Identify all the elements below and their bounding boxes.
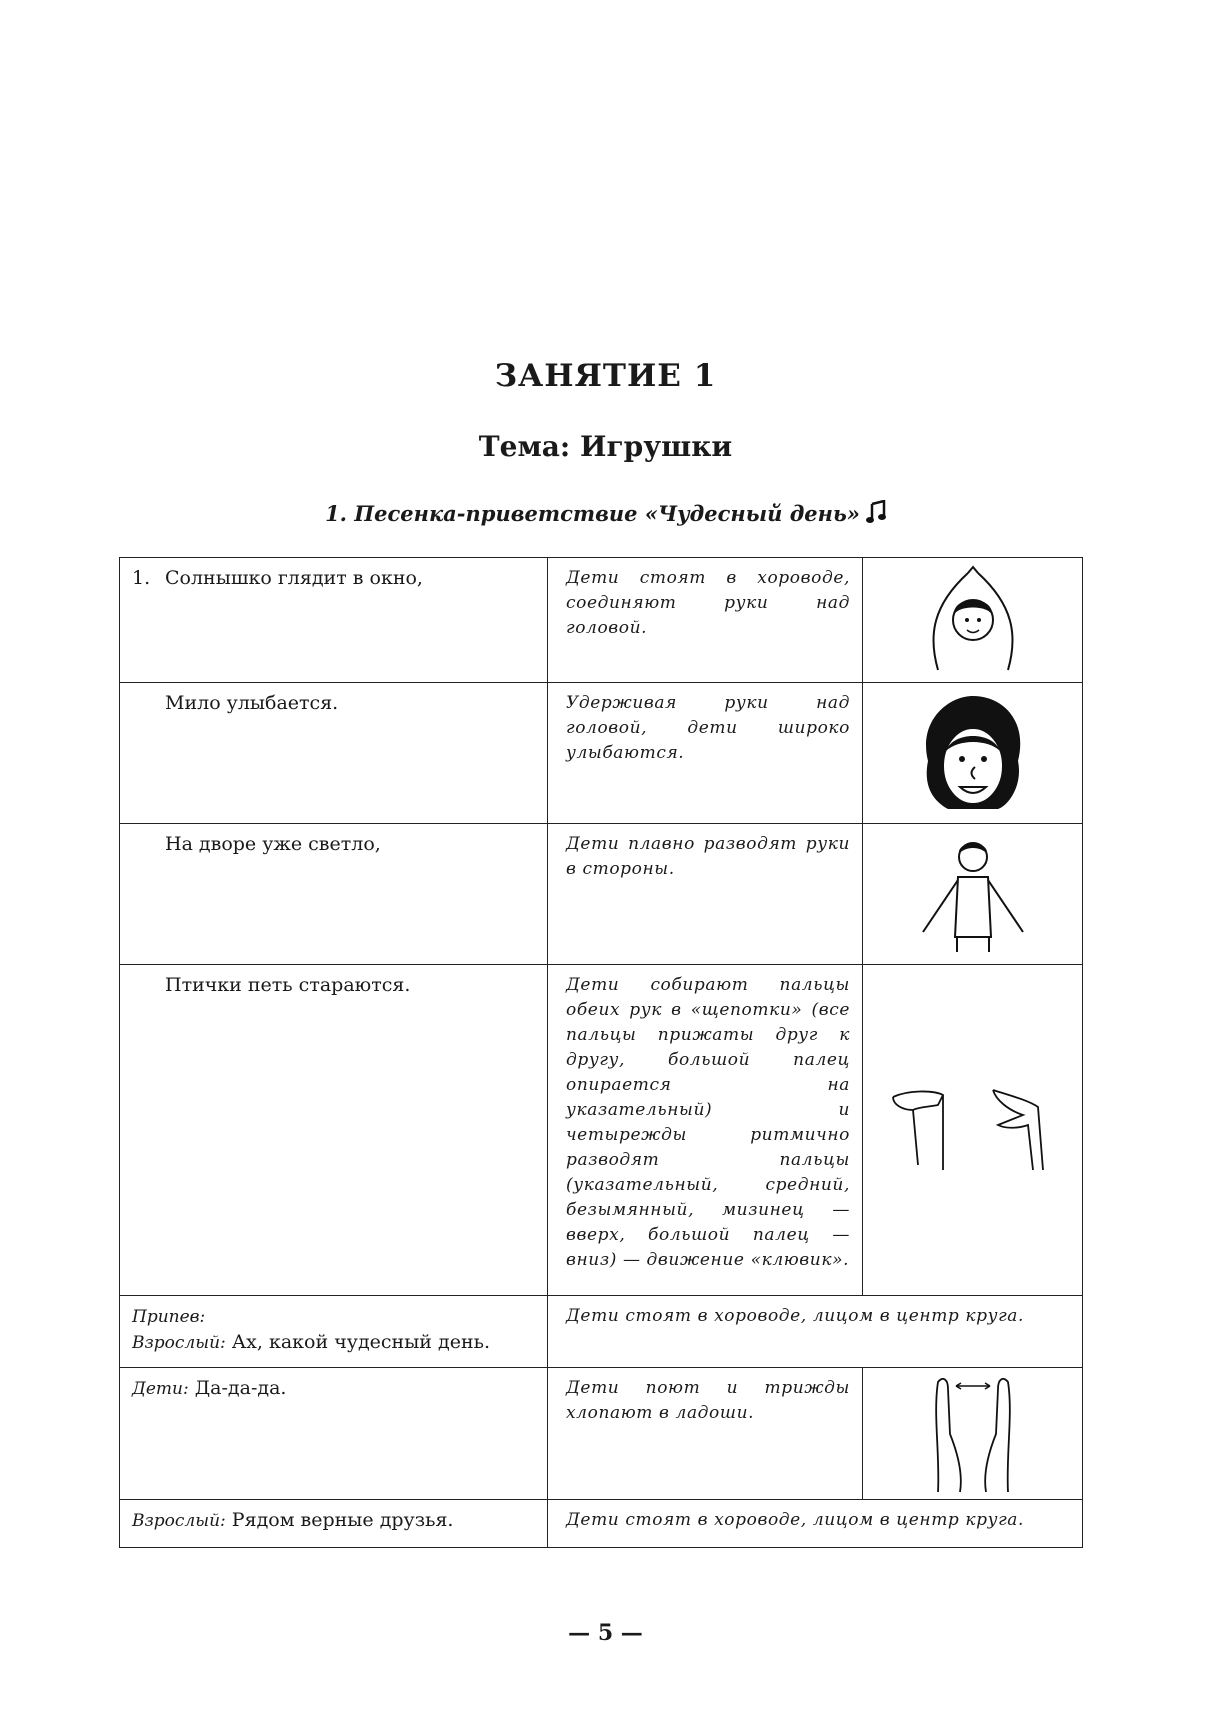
lyric-cell: Мило улыбается.	[120, 683, 548, 824]
clapping-hands-image	[863, 1368, 1083, 1500]
section-title-text: 1. Песенка-приветствие «Чудесный день»	[325, 501, 860, 526]
lyric-cell: На дворе уже светло,	[120, 824, 548, 965]
action-cell: Удерживая руки над головой, дети широко улыбаются.	[548, 683, 863, 824]
table-row	[120, 965, 1083, 1296]
table-row	[120, 824, 1083, 965]
table-row	[120, 1296, 1083, 1368]
verse-number: 1.	[132, 567, 151, 589]
table-row	[120, 683, 1083, 824]
lyric-text: Да-да-да.	[194, 1377, 287, 1399]
lyric-text: Солнышко глядит в окно,	[165, 567, 423, 589]
table-row	[120, 1500, 1083, 1548]
smiling-face-image	[863, 683, 1083, 824]
child-hands-over-head-image	[863, 558, 1083, 683]
lyric-cell	[120, 1500, 548, 1548]
lyric-text: Ах, какой чудесный день.	[231, 1331, 491, 1353]
chorus-label: Припев:	[132, 1307, 206, 1327]
music-note-icon	[866, 500, 886, 524]
lyric-cell	[120, 558, 548, 683]
action-cell: Дети поют и трижды хлопают в ладоши.	[548, 1368, 863, 1500]
role-label: Взрослый:	[132, 1333, 226, 1353]
table-row	[120, 558, 1083, 683]
action-cell: Дети плавно разводят руки в стороны.	[548, 824, 863, 965]
role-label: Взрослый:	[132, 1511, 226, 1531]
lyric-cell: Птички петь стараются.	[120, 965, 548, 1296]
topic-title: Тема: Игрушки	[478, 430, 733, 463]
lyric-text: Рядом верные друзья.	[231, 1509, 454, 1531]
role-label: Дети:	[132, 1379, 189, 1399]
table-row	[120, 1368, 1083, 1500]
child-arms-spread-image	[863, 824, 1083, 965]
song-table	[119, 557, 1083, 1548]
lesson-title: ЗАНЯТИЕ 1	[494, 358, 717, 394]
beak-hands-image	[863, 965, 1083, 1296]
action-cell: Дети собирают пальцы обеих рук в «щепотки» (все пальцы прижаты друг к другу, большой палец опирается на указательный) и четырежды ритмично разводят пальцы (указательный, средний, безымянный, мизинец — вверх, большой палец — вниз) — движение «клювик».	[548, 965, 863, 1296]
page-number: — 5 —	[568, 1620, 643, 1646]
action-cell: Дети стоят в хороводе, лицом в центр круга.	[548, 1500, 1083, 1548]
action-cell: Дети стоят в хороводе, лицом в центр круга.	[548, 1296, 1083, 1368]
action-cell: Дети стоят в хороводе, соединяют руки над головой.	[548, 558, 863, 683]
lyric-cell	[120, 1296, 548, 1368]
lyric-cell	[120, 1368, 548, 1500]
section-title	[0, 500, 1211, 526]
